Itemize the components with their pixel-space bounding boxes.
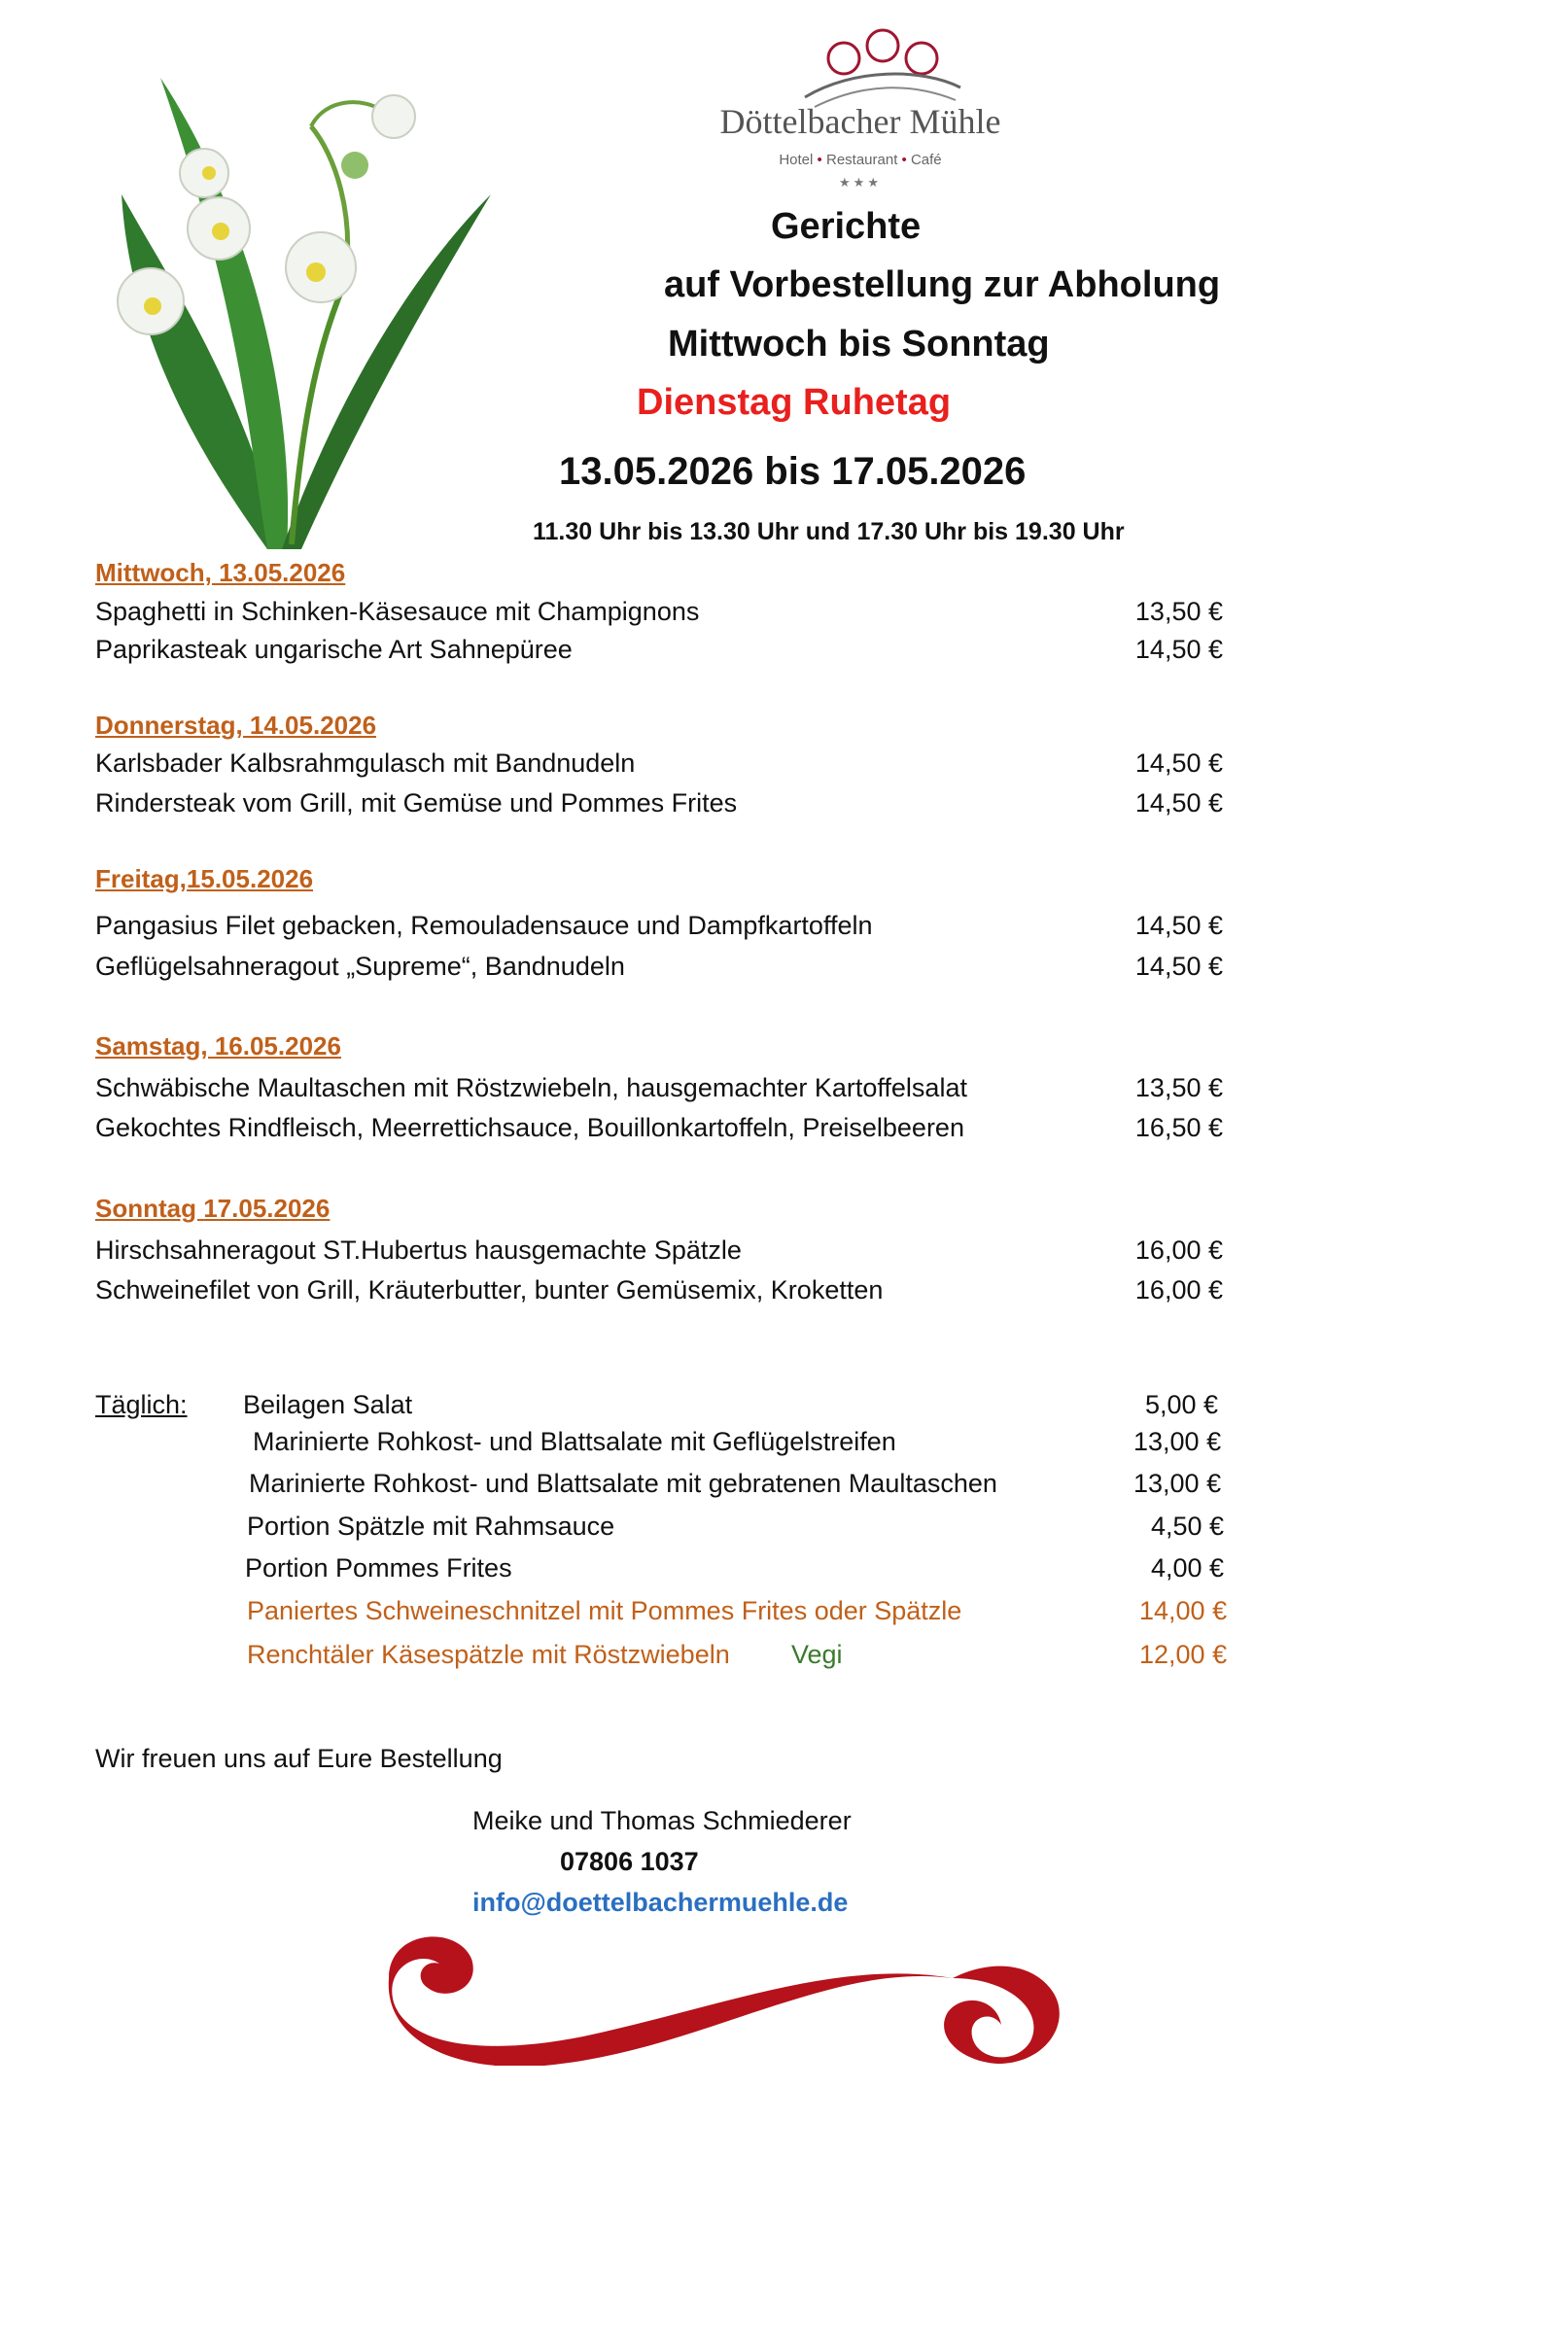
logo-subtitle: [700, 152, 1021, 168]
daily-row: [253, 1427, 1225, 1460]
dish-name: Geflügelsahneragout „Supreme“, Bandnudeln: [95, 952, 625, 981]
logo-sub-restaurant: Restaurant: [825, 152, 898, 168]
day-heading-friday: Freitag,15.05.2026: [95, 864, 314, 893]
dish-price: 16,00 €: [1134, 1235, 1223, 1265]
dish-name: Schweinefilet von Grill, Kräuterbutter, bunter Gemüsemix, Kroketten: [95, 1275, 884, 1305]
decorative-swirl-icon: [331, 1920, 1069, 2066]
dish-name: Pangasius Filet gebacken, Remouladensauce und Dampfkartoffeln: [95, 911, 873, 940]
lily-of-the-valley-illustration: [92, 58, 501, 554]
dish-price: 16,00 €: [1134, 1275, 1223, 1305]
logo-stars: ★★★: [839, 175, 882, 190]
day-heading-thursday: Donnerstag, 14.05.2026: [95, 711, 377, 740]
header-title: Gerichte: [771, 206, 922, 247]
dish-price: 14,50 €: [1134, 952, 1223, 981]
dish-name: Schwäbische Maultaschen mit Röstzwiebeln, hausgemachter Kartoffelsalat: [95, 1073, 967, 1102]
daily-price: 4,50 €: [1151, 1512, 1225, 1541]
daily-name: Marinierte Rohkost- und Blattsalate mit Geflügelstreifen: [253, 1427, 896, 1456]
dish-price: 14,50 €: [1134, 788, 1223, 818]
dish-name: Paprikasteak ungarische Art Sahnepüree: [95, 635, 573, 664]
dish-row: [95, 635, 1223, 668]
dish-price: 16,50 €: [1134, 1113, 1223, 1142]
daily-price: 4,00 €: [1151, 1553, 1225, 1583]
dish-row: [95, 1235, 1223, 1269]
dish-name: Rindersteak vom Grill, mit Gemüse und Pommes Frites: [95, 788, 738, 818]
daily-label: Täglich:: [95, 1390, 188, 1419]
daily-price: 14,00 €: [1139, 1596, 1228, 1625]
closing-names: Meike und Thomas Schmiederer: [472, 1806, 852, 1835]
dish-row: [95, 788, 1223, 821]
daily-price: 13,00 €: [1133, 1427, 1222, 1456]
dish-row: [95, 597, 1223, 630]
daily-row: [247, 1512, 1225, 1545]
phone-number[interactable]: 07806 1037: [560, 1847, 699, 1876]
daily-name: Portion Pommes Frites: [245, 1553, 512, 1583]
dish-name: Karlsbader Kalbsrahmgulasch mit Bandnudeln: [95, 748, 636, 778]
dish-name: Spaghetti in Schinken-Käsesauce mit Champignons: [95, 597, 700, 626]
closing-message: Wir freuen uns auf Eure Bestellung: [95, 1744, 503, 1773]
dish-price: 14,50 €: [1134, 635, 1223, 664]
daily-name: Paniertes Schweineschnitzel mit Pommes Frites oder Spätzle: [247, 1596, 962, 1625]
dish-price: 13,50 €: [1134, 1073, 1223, 1102]
header-closed-day: Dienstag Ruhetag: [637, 382, 952, 423]
daily-price: 12,00 €: [1139, 1640, 1228, 1669]
logo-sub-cafe: Café: [910, 152, 942, 168]
email-link[interactable]: info@doettelbachermuehle.de: [472, 1888, 849, 1917]
header-hours: 11.30 Uhr bis 13.30 Uhr und 17.30 Uhr bis 19.30 Uhr: [533, 518, 1125, 545]
logo-dot: •: [901, 152, 907, 168]
daily-row-highlight: [247, 1596, 1228, 1629]
dish-row: [95, 911, 1223, 944]
daily-name: Beilagen Salat: [243, 1390, 413, 1419]
dish-row: [95, 748, 1223, 782]
dish-price: 14,50 €: [1134, 748, 1223, 778]
header-subtitle: auf Vorbestellung zur Abholung: [664, 264, 1221, 305]
daily-name: Renchtäler Käsespätzle mit Röstzwiebeln: [247, 1640, 730, 1669]
dish-row: [95, 952, 1223, 985]
day-heading-sunday: Sonntag 17.05.2026: [95, 1194, 331, 1223]
daily-row: [249, 1469, 1221, 1502]
dish-name: Hirschsahneragout ST.Hubertus hausgemachte Spätzle: [95, 1235, 742, 1265]
header-date-range: 13.05.2026 bis 17.05.2026: [559, 450, 1027, 493]
vegi-badge: Vegi: [791, 1640, 843, 1669]
daily-row: [245, 1553, 1225, 1586]
daily-name: Portion Spätzle mit Rahmsauce: [247, 1512, 615, 1541]
dish-row: [95, 1073, 1223, 1106]
dish-price: 14,50 €: [1134, 911, 1223, 940]
daily-name: Marinierte Rohkost- und Blattsalate mit gebratenen Maultaschen: [249, 1469, 997, 1498]
dish-row: [95, 1113, 1223, 1146]
daily-price: 5,00 €: [1145, 1390, 1219, 1419]
header-days: Mittwoch bis Sonntag: [668, 324, 1050, 365]
day-heading-saturday: Samstag, 16.05.2026: [95, 1031, 341, 1061]
logo-dot: •: [817, 152, 822, 168]
dish-row: [95, 1275, 1223, 1308]
daily-row: [243, 1390, 1219, 1423]
dish-name: Gekochtes Rindfleisch, Meerrettichsauce, Bouillonkartoffeln, Preiselbeeren: [95, 1113, 964, 1142]
daily-row-highlight: [247, 1640, 1228, 1673]
logo-sub-hotel: Hotel: [779, 152, 814, 168]
daily-price: 13,00 €: [1133, 1469, 1222, 1498]
day-heading-wednesday: Mittwoch, 13.05.2026: [95, 558, 346, 587]
logo-name: Döttelbacher Mühle: [719, 102, 1001, 141]
dish-price: 13,50 €: [1134, 597, 1223, 626]
